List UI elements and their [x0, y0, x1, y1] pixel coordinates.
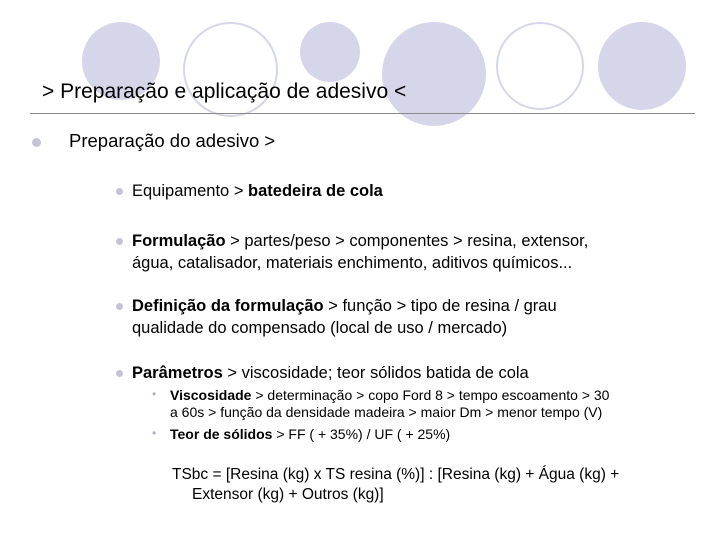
item-line2: água, catalisador, materiais enchimento, aditivos químicos...: [132, 254, 573, 272]
item-bold-lead: Parâmetros: [132, 364, 223, 382]
list-item-formulacao: [132, 230, 588, 274]
item-line1: > partes/peso > componentes > resina, extensor,: [225, 232, 589, 250]
sub-item-viscosidade: [170, 387, 609, 421]
bullet-icon: [116, 303, 123, 310]
item-bold-tail: batedeira de cola: [248, 182, 383, 200]
bullet-icon: [116, 238, 123, 245]
item-line1: > viscosidade; teor sólidos batida de cola: [222, 364, 529, 382]
sub-item-teor-solidos: [170, 426, 450, 443]
bullet-icon: [116, 188, 123, 195]
sub-bold-lead: Viscosidade: [170, 387, 252, 403]
item-bold-lead: Formulação: [132, 232, 226, 250]
item-bold-lead: Definição da formulação: [132, 297, 324, 315]
bullet-icon: [116, 370, 123, 377]
formula: [172, 465, 619, 505]
sub-bold-lead: Teor de sólidos: [170, 426, 273, 442]
list-item-definicao: [132, 295, 557, 339]
title-divider: [30, 113, 695, 114]
decor-circle-5: [496, 22, 584, 110]
decor-circle-3: [300, 22, 360, 82]
sub-line2: a 60s > função da densidade madeira > maior Dm > menor tempo (V): [170, 404, 603, 420]
sub-bullet-icon: •: [152, 426, 157, 440]
sub-bullet-icon: •: [152, 387, 157, 401]
formula-line2: Extensor (kg) + Outros (kg)]: [192, 486, 384, 503]
item-line2: qualidade do compensado (local de uso / mercado): [132, 319, 508, 337]
decor-circle-4: [382, 22, 486, 126]
formula-line1: TSbc = [Resina (kg) x TS resina (%)] : [Resina (kg) + Água (kg) +: [172, 466, 620, 483]
sub-line1: > determinação > copo Ford 8 > tempo escoamento > 30: [251, 387, 610, 403]
level1-heading: Preparação do adesivo >: [69, 130, 276, 151]
decor-circle-6: [598, 22, 686, 110]
sub-line1: > FF ( + 35%) / UF ( + 25%): [272, 426, 451, 442]
list-item-equipamento: [132, 180, 383, 202]
item-text: Equipamento >: [132, 182, 249, 200]
list-item-parametros: [132, 362, 529, 384]
bullet-icon: [32, 138, 41, 147]
slide-title: > Preparação e aplicação de adesivo <: [42, 80, 407, 103]
item-line1: > função > tipo de resina / grau: [323, 297, 557, 315]
